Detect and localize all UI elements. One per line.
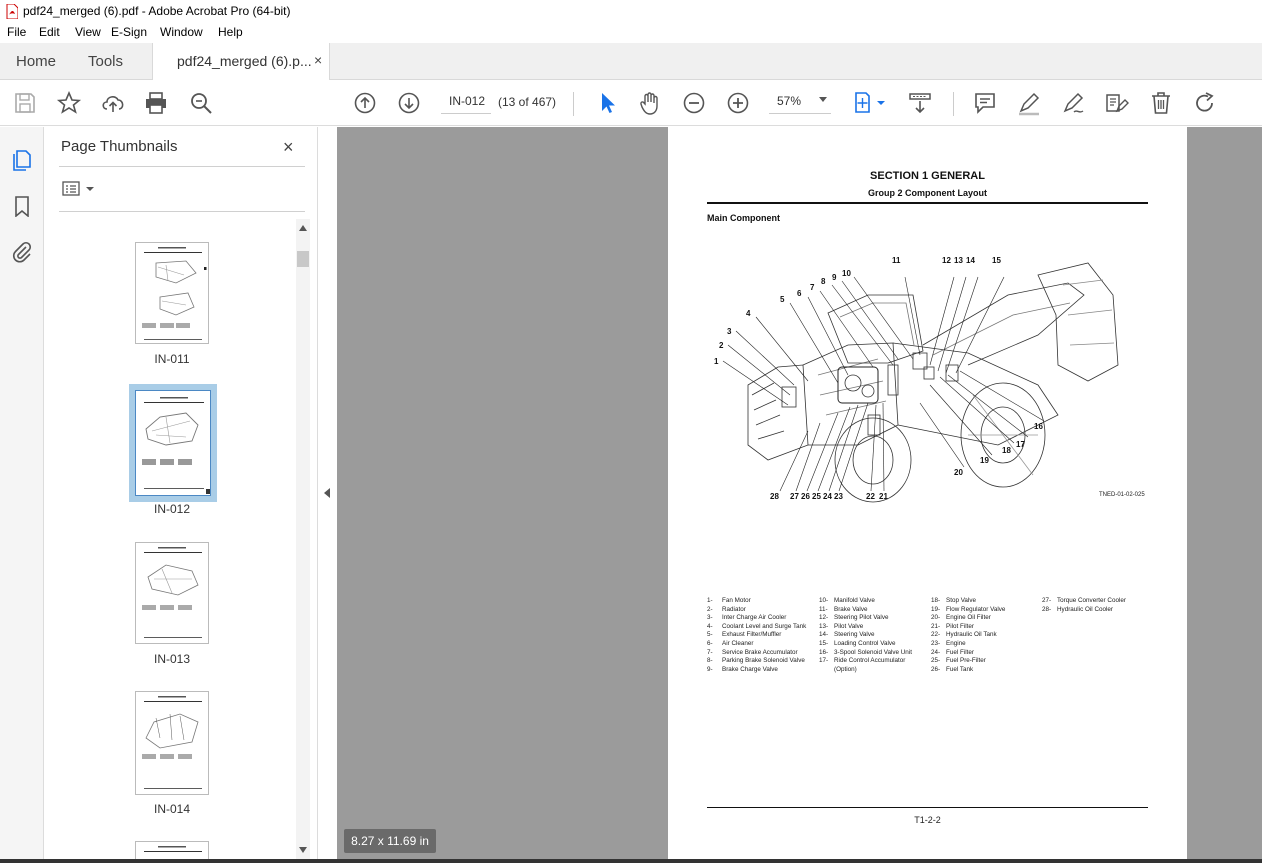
callout-28: 28 — [770, 492, 779, 501]
pdf-page — [668, 127, 1187, 863]
legend-item: 15- Loading Control Valve — [819, 639, 896, 647]
select-cursor-icon[interactable] — [594, 90, 620, 116]
legend-item: 8- Parking Brake Solenoid Valve — [707, 657, 805, 665]
divider — [59, 211, 305, 212]
legend-item: 27- Torque Converter Cooler — [1042, 597, 1126, 604]
legend-item: 9- Brake Charge Valve — [707, 665, 778, 673]
print-icon[interactable] — [143, 90, 169, 116]
legend-item: 7- Service Brake Accumulator — [707, 648, 798, 656]
figure-reference: TNED-01-02-025 — [1099, 492, 1145, 498]
page-thumbnail[interactable] — [135, 691, 209, 795]
thumbnail-label: IN-014 — [153, 802, 191, 816]
callout-25: 25 — [812, 492, 821, 501]
acrobat-icon — [6, 4, 18, 19]
callout-23: 23 — [834, 492, 843, 501]
bookmark-star-icon[interactable] — [56, 90, 82, 116]
legend-item: 4- Coolant Level and Surge Tank — [707, 622, 807, 630]
callout-4: 4 — [746, 309, 751, 318]
callout-22: 22 — [866, 492, 875, 501]
fit-page-icon[interactable] — [852, 90, 888, 116]
menu-esign[interactable]: E-Sign — [111, 25, 148, 39]
legend-item: 3- Inter Charge Air Cooler — [707, 614, 787, 622]
zoom-search-icon[interactable] — [188, 90, 214, 116]
toolbar-divider — [953, 92, 954, 116]
callout-5: 5 — [780, 295, 785, 304]
page-thumbnail-selected[interactable] — [135, 390, 211, 496]
main-component-heading: Main Component — [707, 213, 780, 223]
thumbnail-label: IN-012 — [153, 502, 191, 516]
rotate-redo-icon[interactable] — [1192, 90, 1218, 116]
legend-column — [707, 597, 806, 674]
page-number-input[interactable]: IN-012 — [441, 90, 491, 114]
menu-file[interactable]: File — [7, 25, 27, 39]
zoom-level-select[interactable] — [769, 90, 831, 114]
menu-edit[interactable]: Edit — [39, 25, 60, 39]
zoom-in-icon[interactable] — [725, 90, 751, 116]
callout-15: 15 — [992, 256, 1001, 265]
window-title: pdf24_merged (6).pdf - Adobe Acrobat Pro (64-bit) — [23, 4, 291, 18]
thumbnail-preview — [136, 391, 210, 495]
title-bar — [0, 0, 1262, 23]
legend-item: 26- Fuel Tank — [931, 665, 974, 673]
legend-item: 23- Engine — [931, 639, 966, 647]
zoom-out-icon[interactable] — [681, 90, 707, 116]
bookmarks-icon[interactable] — [11, 195, 33, 217]
toolbar-divider — [573, 92, 574, 116]
legend-item: 22- Hydraulic Oil Tank — [931, 631, 997, 639]
page-thumbnails-icon[interactable] — [11, 149, 33, 171]
footer-rule — [707, 807, 1148, 808]
callout-1: 1 — [714, 357, 719, 366]
highlight-pen-icon[interactable] — [1016, 90, 1042, 116]
document-viewer[interactable] — [337, 127, 1262, 863]
tab-home[interactable]: Home — [16, 53, 57, 70]
legend-item: 2- Radiator — [707, 605, 746, 613]
legend-item: 19- Flow Regulator Valve — [931, 605, 1006, 613]
callout-14: 14 — [966, 256, 975, 265]
collapse-panel-handle[interactable] — [318, 127, 337, 863]
thumbnail-preview — [136, 243, 208, 343]
legend-item: 24- Fuel Filter — [931, 648, 974, 656]
page-thumbnail[interactable] — [135, 242, 209, 344]
callout-10: 10 — [842, 269, 851, 278]
callout-17: 17 — [1016, 440, 1025, 449]
comment-icon[interactable] — [972, 90, 998, 116]
legend-item: 25- Fuel Pre-Filter — [931, 657, 986, 665]
legend-item: 6- Air Cleaner — [707, 639, 754, 647]
panel-title: Page Thumbnails — [61, 138, 178, 155]
next-page-icon[interactable] — [396, 90, 422, 116]
upload-cloud-icon[interactable] — [100, 90, 126, 116]
menu-bar — [0, 23, 1262, 43]
callout-12: 12 — [942, 256, 951, 265]
section-title: SECTION 1 GENERAL — [870, 170, 985, 182]
scroll-up-icon[interactable] — [299, 225, 307, 231]
menu-view[interactable]: View — [75, 25, 101, 39]
menu-help[interactable]: Help — [218, 25, 243, 39]
callout-2: 2 — [719, 341, 724, 350]
legend-item: 1- Fan Motor — [707, 597, 751, 604]
wheel-loader-diagram — [708, 255, 1148, 505]
page-number: T1-2-2 — [914, 815, 941, 825]
legend-item: 5- Exhaust Filter/Muffler — [707, 631, 782, 639]
legend-item: 21- Pilot Filter — [931, 622, 974, 630]
callout-8: 8 — [821, 277, 826, 286]
callout-26: 26 — [801, 492, 810, 501]
legend-column — [931, 597, 1005, 674]
header-rule — [707, 202, 1148, 204]
legend-item: 16- 3-Spool Solenoid Valve Unit — [819, 648, 912, 656]
edit-pdf-icon[interactable] — [1104, 90, 1130, 116]
tab-bar — [0, 43, 1262, 80]
page-count: (13 of 467) — [498, 95, 557, 109]
legend-item: 20- Engine Oil Filter — [931, 614, 991, 622]
thumbnail-preview — [136, 692, 208, 794]
chevron-left-icon — [324, 488, 330, 498]
legend-item: 12- Steering Pilot Valve — [819, 614, 889, 622]
page-thumbnail[interactable] — [135, 542, 209, 644]
delete-trash-icon[interactable] — [1148, 90, 1174, 116]
thumbnails-panel — [45, 127, 318, 863]
draw-signature-icon[interactable] — [1060, 90, 1086, 116]
divider — [59, 166, 305, 167]
callout-16: 16 — [1034, 422, 1043, 431]
legend-item: 10- Manifold Valve — [819, 597, 875, 604]
legend-item: 17- Ride Control Accumulator — [819, 657, 906, 665]
close-panel-icon[interactable]: × — [283, 137, 294, 157]
scroll-mode-icon[interactable] — [907, 90, 933, 116]
callout-3: 3 — [727, 327, 732, 336]
navigation-rail — [0, 127, 44, 863]
window-bottom-edge — [0, 859, 1262, 863]
legend-item: 14- Steering Valve — [819, 631, 875, 639]
zoom-level-value: 57% — [777, 94, 802, 108]
scroll-down-icon[interactable] — [299, 847, 307, 853]
thumbnail-preview — [136, 543, 208, 643]
legend-item: 13- Pilot Valve — [819, 622, 864, 630]
thumbnail-scrollbar[interactable] — [296, 219, 310, 859]
tab-document-label: pdf24_merged (6).p... — [177, 53, 312, 69]
legend-item: 18- Stop Valve — [931, 597, 976, 604]
previous-page-icon[interactable] — [352, 90, 378, 116]
callout-21: 21 — [879, 492, 888, 501]
legend-item: 28- Hydraulic Oil Cooler — [1042, 605, 1113, 613]
callout-18: 18 — [1002, 446, 1011, 455]
callout-9: 9 — [832, 273, 837, 282]
legend-item: 11- Brake Valve — [819, 605, 868, 613]
main-toolbar — [0, 80, 1262, 126]
callout-6: 6 — [797, 289, 802, 298]
tab-close-icon[interactable]: × — [314, 52, 323, 68]
legend-item: (Option) — [834, 665, 857, 673]
hand-tool-icon[interactable] — [637, 90, 663, 116]
tab-document[interactable] — [152, 43, 330, 81]
callout-19: 19 — [980, 456, 989, 465]
callout-20: 20 — [954, 468, 963, 477]
scrollbar-thumb[interactable] — [297, 251, 309, 267]
thumbnail-options-icon[interactable] — [62, 180, 98, 198]
chevron-down-icon — [819, 97, 827, 102]
callout-7: 7 — [810, 283, 815, 292]
legend-column — [1042, 597, 1126, 614]
page-size-badge: 8.27 x 11.69 in — [344, 829, 436, 853]
attachments-paperclip-icon[interactable] — [11, 241, 33, 263]
callout-11: 11 — [892, 256, 901, 265]
callout-13: 13 — [954, 256, 963, 265]
callout-27: 27 — [790, 492, 799, 501]
legend-column — [819, 597, 912, 674]
thumbnail-label: IN-013 — [153, 652, 191, 666]
save-icon[interactable] — [12, 90, 38, 116]
menu-window[interactable]: Window — [160, 25, 203, 39]
thumbnail-label: IN-011 — [154, 352, 190, 366]
tab-tools[interactable]: Tools — [88, 53, 124, 70]
group-title: Group 2 Component Layout — [868, 188, 987, 198]
callout-24: 24 — [823, 492, 832, 501]
